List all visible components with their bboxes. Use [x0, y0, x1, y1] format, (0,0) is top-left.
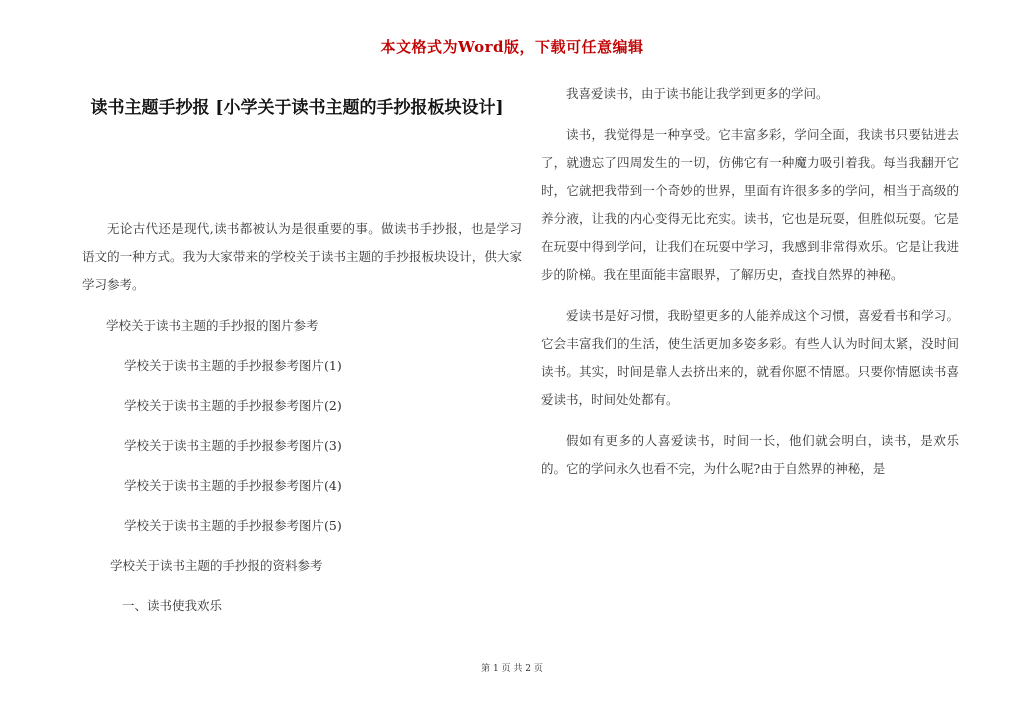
right-column	[541, 80, 959, 483]
image-item-1: 学校关于读书主题的手抄报参考图片(1)	[124, 358, 342, 373]
page-number: 第 1 页 共 2 页	[481, 664, 543, 674]
document-title: 读书主题手抄报 [小学关于读书主题的手抄报板块设计]	[90, 98, 504, 118]
body-paragraph-2: 读书，我觉得是一种享受。它丰富多彩，学问全面，我读书只要钻进去了，就遗忘了四周发生的一切，仿佛它有一种魔力吸引着我。每当我翻开它时，它就把我带到一个奇妙的世界，里面有许很多多的学问，相当于高级的养分液，让我的内心变得无比充实。读书，它也是玩耍，但胜似玩耍。它是在玩耍中得到学问，让我们在玩耍中学习，我感到非常得欢乐。它是让我进步的阶梯。我在里面能丰富眼界，了解历史，查找自然界的神秘。	[541, 127, 959, 282]
image-item-5: 学校关于读书主题的手抄报参考图片(5)	[124, 518, 342, 533]
body-paragraph-4: 假如有更多的人喜爱读书，时间一长，他们就会明白，读书，是欢乐的。它的学问永久也看不完，为什么呢?由于自然界的神秘，是	[541, 433, 959, 476]
image-heading: 学校关于读书主题的手抄报的图片参考	[106, 318, 319, 333]
body-paragraph-1: 我喜爱读书，由于读书能让我学到更多的学问。	[566, 86, 829, 101]
image-item-2: 学校关于读书主题的手抄报参考图片(2)	[124, 398, 342, 413]
download-banner: 本文格式为Word版，下载可任意编辑	[380, 38, 644, 56]
left-column	[82, 215, 522, 632]
body-paragraph-3: 爱读书是好习惯，我盼望更多的人能养成这个习惯，喜爱看书和学习。它会丰富我们的生活，使生活更加多姿多彩。有些人认为时间太紧，没时间读书。其实，时间是靠人去挤出来的，就看你愿不情愿。只要你情愿读书喜爱读书，时间处处都有。	[541, 308, 959, 407]
image-item-3: 学校关于读书主题的手抄报参考图片(3)	[124, 438, 342, 453]
image-item-4: 学校关于读书主题的手抄报参考图片(4)	[124, 478, 342, 493]
intro-paragraph: 无论古代还是现代,读书都被认为是很重要的事。做读书手抄报，也是学习语文的一种方式。我为大家带来的学校关于读书主题的手抄报板块设计，供大家学习参考。	[82, 221, 522, 292]
section-one-heading: 一、读书使我欢乐	[122, 598, 223, 613]
material-heading: 学校关于读书主题的手抄报的资料参考	[110, 558, 323, 573]
